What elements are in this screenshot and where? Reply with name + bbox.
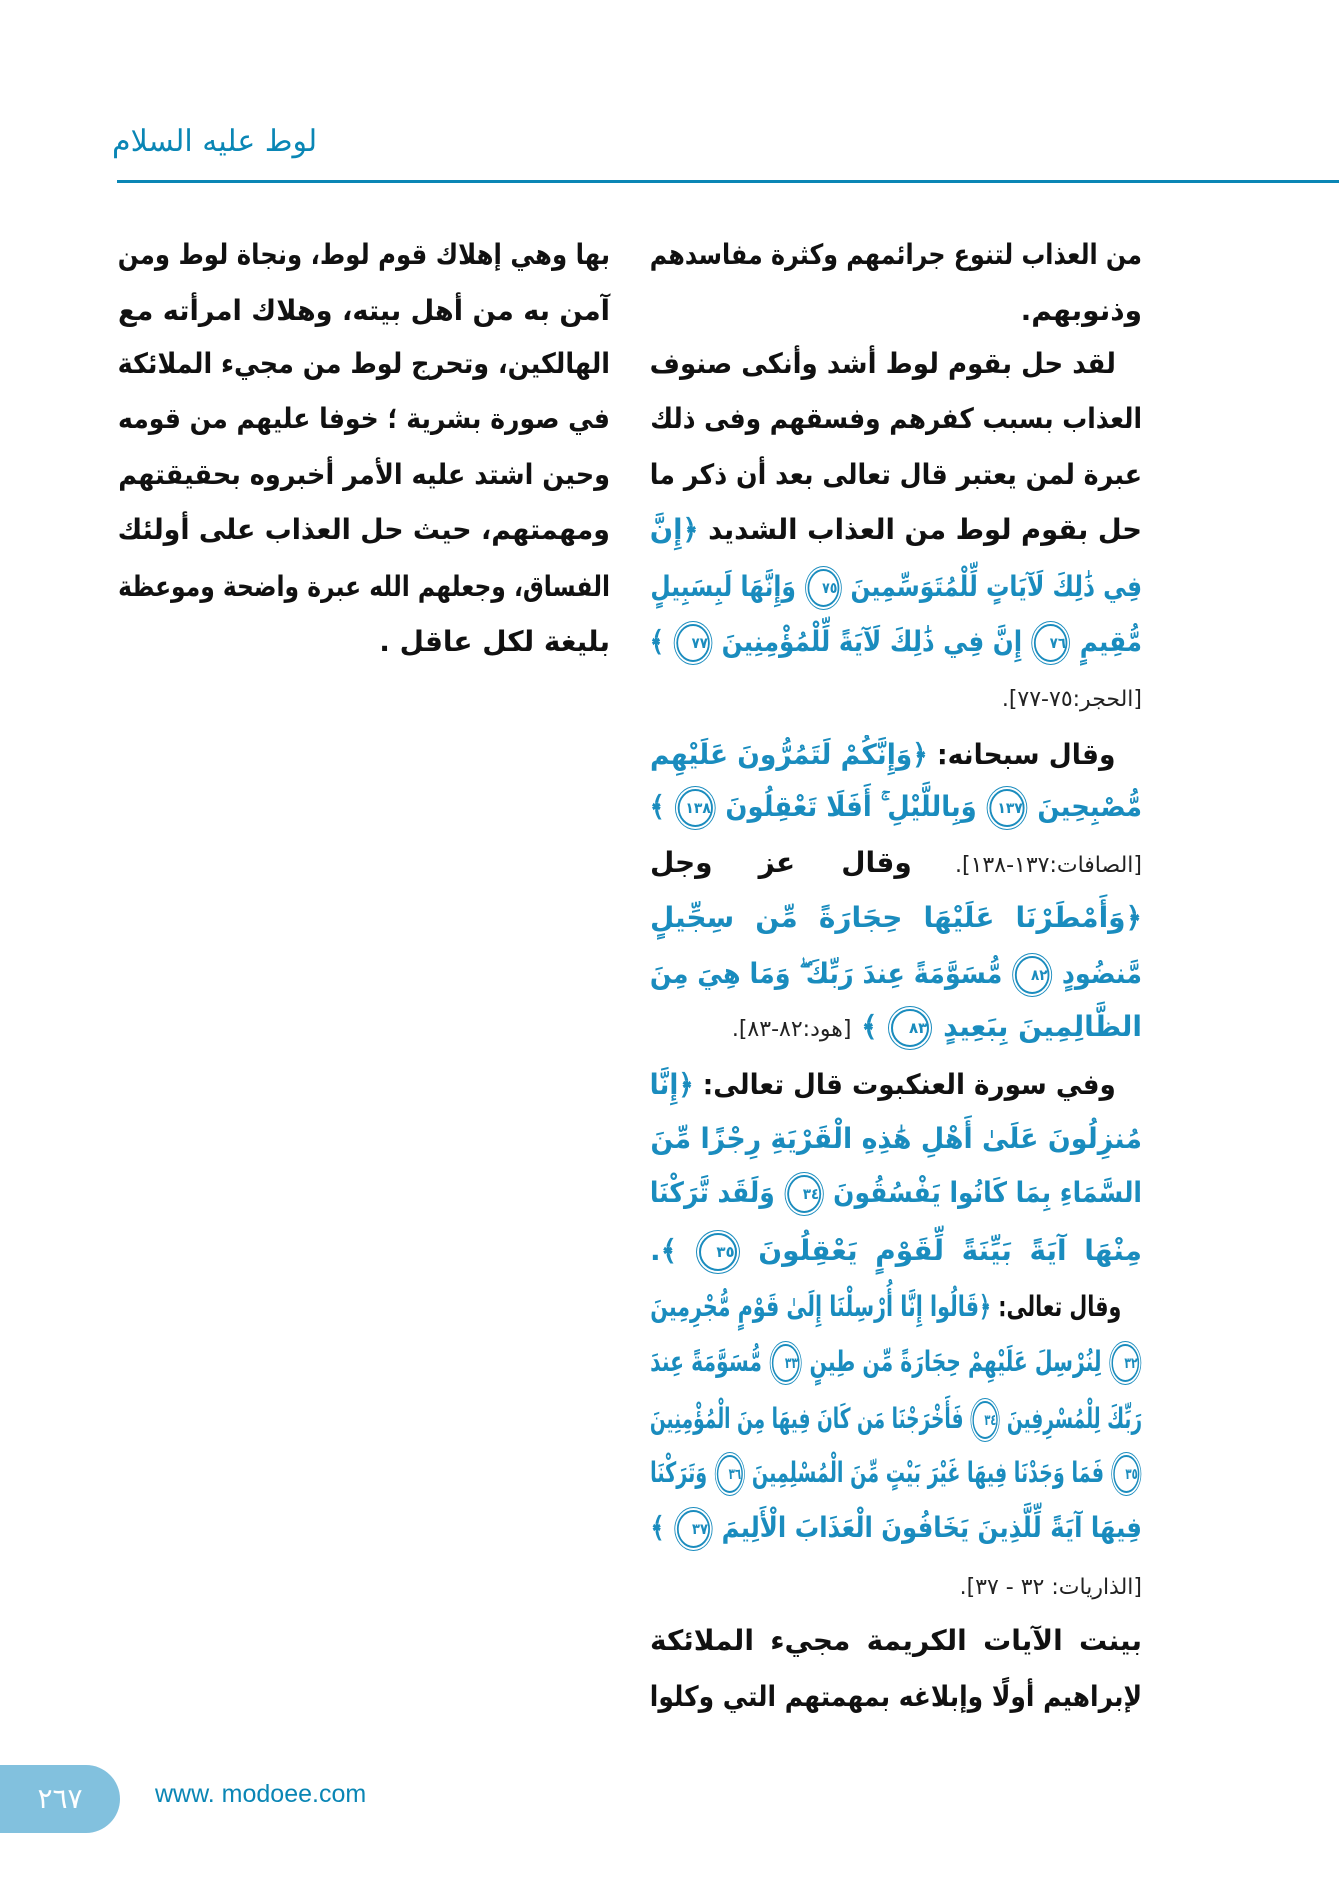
verse-number-marker: ٣٤ <box>973 1401 998 1439</box>
quran-verse-text: ﴾ <box>650 1511 665 1544</box>
quran-verse-text: وَلَقَد تَّرَكْنَا <box>649 1176 775 1209</box>
quran-verse-text: رَبِّكَ لِلْمُسْرِفِينَ <box>1006 1402 1142 1435</box>
text-line <box>650 891 1142 945</box>
text-line <box>650 392 1142 446</box>
quran-verse-text: الظَّالِمِينَ بِبَعِيدٍ <box>943 1010 1142 1043</box>
quran-verse-text: لِنُرْسِلَ عَلَيْهِمْ حِجَارَةً مِّن طِينٍ <box>809 1345 1102 1378</box>
left-column <box>118 0 610 1760</box>
quran-verse-text: السَّمَاءِ بِمَا كَانُوا يَفْسُقُونَ <box>833 1176 1142 1209</box>
text-line <box>118 337 610 391</box>
text-line <box>650 1392 1142 1446</box>
quran-verse-text: وَتَرَكْنَا <box>650 1456 708 1489</box>
verse-number-marker: ٣٢ <box>1112 1344 1140 1382</box>
verse-number-marker: ٧٥ <box>807 569 839 607</box>
body-text: لإبراهيم أولًا وإبلاغه بمهمتهم التي وكلوا <box>649 1680 1142 1713</box>
quran-verse-text: ﴾. <box>650 1234 678 1267</box>
text-line <box>650 503 1142 557</box>
quran-verse-text: إِنَّ فِي ذَٰلِكَ لَآيَةً لِّلْمُؤْمِنِينَ <box>721 625 1023 658</box>
verse-number-marker: ٧٧ <box>676 624 709 662</box>
body-text: بها وهي إهلاك قوم لوط، ونجاة لوط ومن <box>117 238 611 271</box>
body-text: وفي سورة العنكبوت قال تعالى: <box>693 1068 1116 1101</box>
body-text: وقال سبحانه: <box>927 738 1116 771</box>
body-text: عبرة لمن يعتبر قال تعالى بعد أن ذكر ما <box>649 458 1142 491</box>
text-line <box>118 560 610 614</box>
quran-verse-text: مُنزِلُونَ عَلَىٰ أَهْلِ هَٰذِهِ الْقَرْيَةِ رِجْزًا مِّنَ <box>650 1122 1142 1155</box>
body-text: ومهمتهم، حيث حل العذاب على أولئك <box>117 513 610 546</box>
verse-number-marker: ٣٧ <box>677 1510 710 1548</box>
quran-verse-text: ﴿وَأَمْطَرْنَا عَلَيْهَا حِجَارَةً مِّن سِجِّيلٍ <box>650 901 1142 934</box>
verse-number-marker: ١٣٨ <box>677 789 712 827</box>
quran-verse-text: وَإِنَّهَا لَبِسَبِيلٍ <box>650 570 796 603</box>
verse-number-marker: ٣٥ <box>699 1233 737 1271</box>
quran-verse-text: ﴿إِنَّا <box>649 1068 694 1101</box>
text-line <box>118 392 610 446</box>
quran-verse-text: مُّقِيمٍ <box>1079 625 1142 658</box>
text-line <box>118 228 610 282</box>
text-line <box>624 728 1142 782</box>
text-line <box>118 615 610 669</box>
text-line <box>650 1112 1142 1166</box>
verse-number-marker: ٣٥ <box>1113 1455 1139 1493</box>
body-text: الهالكين، وتحرج لوط من مجيء الملائكة <box>117 347 610 380</box>
body-text: من العذاب لتنوع جرائمهم وكثرة مفاسدهم <box>649 238 1142 271</box>
body-text: وذنوبهم. <box>1020 294 1142 327</box>
body-text: وقال عز وجل <box>650 846 912 879</box>
verse-number-marker: ٣٤ <box>787 1175 821 1213</box>
text-line <box>624 1058 1142 1112</box>
verse-number-marker: ٨٣ <box>891 1009 929 1047</box>
text-line <box>650 1000 1142 1054</box>
quran-verse-text: فَمَا وَجَدْنَا فِيهَا غَيْرَ بَيْتٍ مِّنَ الْمُسْلِمِينَ <box>751 1456 1104 1489</box>
quran-verse-text: ﴾ <box>649 625 665 658</box>
body-text: آمن به من أهل بيته، وهلاك امرأته مع <box>117 294 610 327</box>
verse-number-marker: ٧٦ <box>1034 624 1067 662</box>
text-line <box>650 1614 1142 1668</box>
verse-number-marker: ٣٦ <box>717 1455 743 1493</box>
quran-verse-text: مُّسَوَّمَةً عِندَ رَبِّكَ ۖ وَمَا هِيَ مِنَ <box>649 957 1003 990</box>
body-text: لقد حل بقوم لوط أشد وأنكى صنوف <box>649 347 1116 380</box>
body-text: وقال تعالى: <box>991 1290 1122 1323</box>
citation-reference: [هود:٨٢-٨٣]. <box>731 1017 852 1042</box>
quran-verse-text: ﴿قَالُوا إِنَّا أُرْسِلْنَا إِلَىٰ قَوْمٍ مُّجْرِمِينَ <box>650 1290 992 1323</box>
text-line <box>624 337 1142 391</box>
text-line <box>650 448 1142 502</box>
citation-reference: [الحجر:٧٥-٧٧]. <box>1001 687 1142 712</box>
text-line <box>650 284 1142 338</box>
text-line <box>650 947 1142 1001</box>
body-text: بينت الآيات الكريمة مجيء الملائكة <box>650 1624 1142 1657</box>
website-link[interactable]: www. modoee.com <box>155 1780 367 1808</box>
quran-verse-text: مَّنضُودٍ <box>1061 957 1142 990</box>
text-line <box>118 503 610 557</box>
text-line <box>650 228 1142 282</box>
quran-verse-text: فِيهَا آيَةً لِّلَّذِينَ يَخَافُونَ الْعَذَابَ الْأَلِيمَ <box>721 1511 1142 1544</box>
text-line <box>650 780 1142 834</box>
verse-number-marker: ٣٣ <box>772 1344 800 1382</box>
text-line <box>650 670 1142 724</box>
body-text: العذاب بسبب كفرهم وفسقهم وفى ذلك <box>650 402 1142 435</box>
text-line <box>650 615 1142 669</box>
quran-verse-text: وَبِاللَّيْلِ ۚ أَفَلَا تَعْقِلُونَ <box>725 790 977 823</box>
text-line <box>650 1558 1142 1612</box>
text-line <box>629 1280 1142 1334</box>
body-text: وحين اشتد عليه الأمر أخبروه بحقيقتهم <box>118 458 611 491</box>
body-text: الفساق، وجعلهم الله عبرة واضحة وموعظة <box>118 570 610 603</box>
running-header-title: لوط عليه السلام <box>112 124 318 159</box>
text-line <box>650 1446 1142 1500</box>
text-line <box>650 560 1142 614</box>
body-text: حل بقوم لوط من العذاب الشديد <box>698 513 1142 546</box>
text-line <box>650 1335 1142 1389</box>
page-number: ٢٦٧ <box>0 1765 120 1833</box>
quran-verse-text: مُّصْبِحِينَ <box>1037 790 1142 823</box>
quran-verse-text: فِي ذَٰلِكَ لَآيَاتٍ لِّلْمُتَوَسِّمِينَ <box>850 570 1142 603</box>
text-line <box>650 1224 1142 1278</box>
quran-verse-text: مُّسَوَّمَةً عِندَ <box>650 1345 763 1378</box>
verse-number-marker: ٨٢ <box>1015 956 1049 994</box>
quran-verse-text: فَأَخْرَجْنَا مَن كَانَ فِيهَا مِنَ الْمُؤْمِنِينَ <box>649 1402 964 1435</box>
quran-verse-text: ﴿إِنَّ <box>649 513 699 546</box>
text-line <box>118 284 610 338</box>
text-line <box>650 836 1142 890</box>
citation-reference: [الصافات:١٣٧-١٣٨]. <box>911 853 1142 878</box>
text-line <box>650 1166 1142 1220</box>
body-text: في صورة بشرية ؛ خوفا عليهم من قومه <box>117 402 611 435</box>
text-line <box>118 448 610 502</box>
quran-verse-text: مِنْهَا آيَةً بَيِّنَةً لِّقَوْمٍ يَعْقِلُونَ <box>758 1234 1142 1267</box>
quran-verse-text: ﴿وَإِنَّكُمْ لَتَمُرُّونَ عَلَيْهِم <box>650 738 928 771</box>
right-column <box>650 0 1142 1760</box>
citation-reference: [الذاريات: ٣٢ - ٣٧]. <box>959 1575 1142 1600</box>
quran-verse-text: ﴾ <box>649 790 665 823</box>
verse-number-marker: ١٣٧ <box>989 789 1024 827</box>
text-line <box>650 1670 1142 1724</box>
text-line <box>650 1501 1142 1555</box>
body-text: بليغة لكل عاقل . <box>379 625 610 658</box>
quran-verse-text: ﴾ <box>851 1010 878 1043</box>
